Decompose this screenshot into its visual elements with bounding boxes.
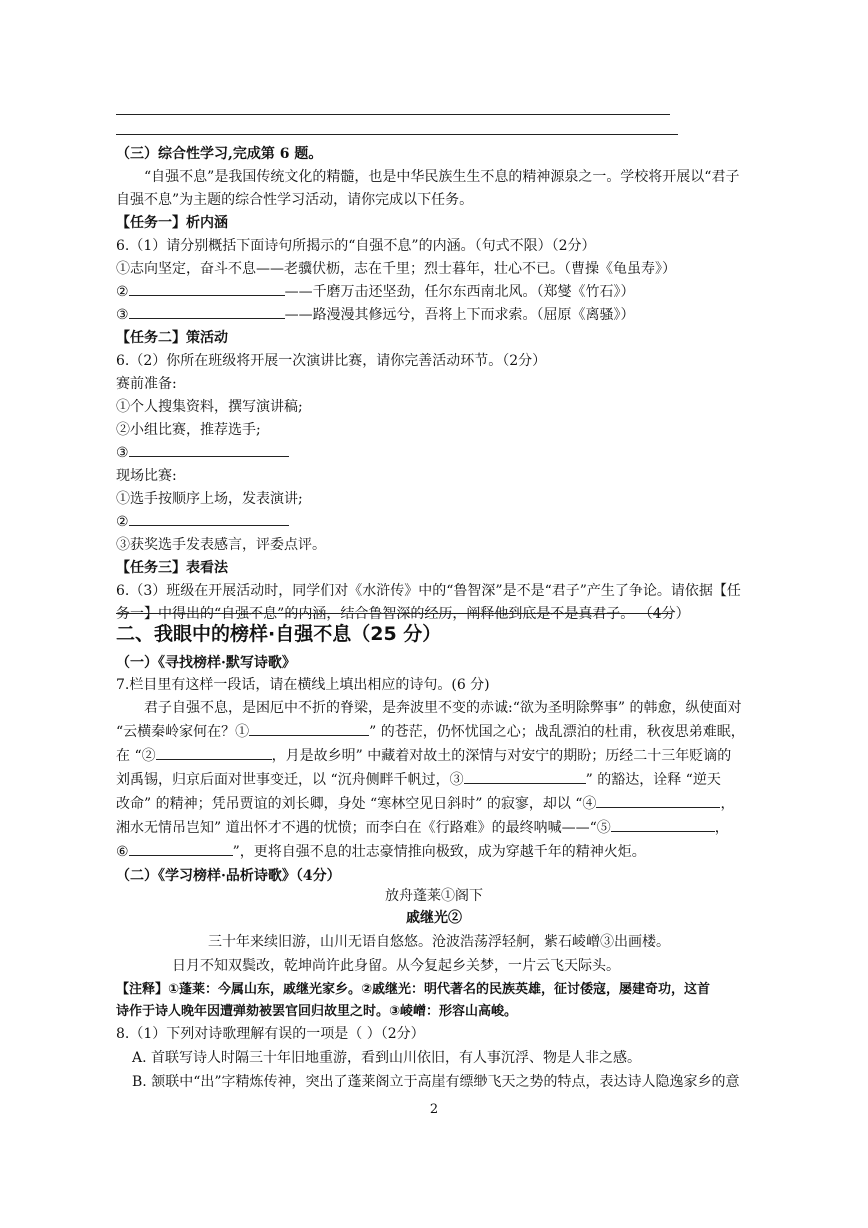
poem-item-2: ② ——千磨万击还坚劲，任尔东西南北风。（郑燮《竹石》） <box>116 280 635 304</box>
page-number: 2 <box>429 1102 439 1117</box>
answer-blank-6[interactable] <box>129 840 233 856</box>
passage-line: 在 “② ，月是故乡明” 中藏着对故土的深情与对安宁的期盼；历经二十三年贬谪的 <box>116 744 731 768</box>
section-3-title: （三）综合性学习,完成第 6 题。 <box>116 146 323 162</box>
question-6-3-cont: 务一】中得出的“自强不息”的内涵，结合鲁智深的经历，阐释他到底是不是真君子。 （4分） <box>116 606 690 622</box>
poem-line-2: 日月不知双鬓改，乾坤尚许此身留。从今复起乡关梦，一片云飞天际头。 <box>172 958 620 974</box>
live-step-1: ①选手按顺序上场，发表演讲; <box>116 491 303 507</box>
answer-blank-2[interactable] <box>156 744 272 760</box>
poem-item-3: ③ ——路漫漫其修远兮，吾将上下而求索。（屈原《离骚》） <box>116 303 635 327</box>
poem-item-1: ①志向坚定，奋斗不息——老骥伏枥，志在千里；烈士暮年，壮心不已。（曹操《龟虽寿》） <box>116 261 676 277</box>
answer-line[interactable] <box>116 114 670 115</box>
annotation-line: 【注释】①蓬莱：今属山东，戚继光家乡。②戚继光：明代著名的民族英雄，征讨倭寇，屡建奇功，这首 <box>116 982 711 997</box>
answer-blank-4[interactable] <box>596 792 720 808</box>
poem-line-1: 三十年来续旧游，山川无语自悠悠。沧波浩荡浮轻舸，紫石崚嶒③出画楼。 <box>208 934 670 950</box>
answer-blank[interactable] <box>129 441 289 457</box>
poem-title: 放舟蓬莱①阁下 <box>385 888 483 904</box>
prep-step-3: ③ <box>116 441 289 465</box>
question-6-1: 6.（1）请分别概括下面诗句所揭示的“自强不息”的内涵。（句式不限）（2分） <box>116 238 596 254</box>
answer-blank[interactable] <box>129 280 285 296</box>
intro-line: 自强不息”为主题的综合性学习活动，请你完成以下任务。 <box>116 192 474 208</box>
passage-line: 君子自强不息，是困厄中不折的脊梁，是奔波里不变的赤诚:“欲为圣明除弊事” 的韩愈，纵使面对 <box>144 700 742 716</box>
option-a[interactable]: A. 首联写诗人时隔三十年旧地重游，看到山川依旧，有人事沉浮、物是人非之感。 <box>132 1050 642 1066</box>
subsection-2-title: （二）《学习榜样·品析诗歌》（4分） <box>116 868 341 884</box>
question-6-3: 6.（3）班级在开展活动时，同学们对《水浒传》中的“鲁智深”是不是“君子”产生了争论。请依据【任 <box>116 583 741 599</box>
passage-line: 改命” 的精神；凭吊贾谊的刘长卿，身处 “寒林空见日斜时” 的寂寥，却以 “④ ， <box>116 792 734 816</box>
live-step-2: ② <box>116 510 289 534</box>
question-6-2: 6.（2）你所在班级将开展一次演讲比赛，请你完善活动环节。（2分） <box>116 353 547 369</box>
question-8-1: 8.（1）下列对诗歌理解有误的一项是（ ）（2分） <box>116 1026 425 1042</box>
answer-blank[interactable] <box>129 303 285 319</box>
passage-line: 刘禹锡，归京后面对世事变迁，以 “沉舟侧畔千帆过，③ ” 的豁达，诠释 “逆天 <box>116 768 721 792</box>
task3-heading: 【任务三】表看法 <box>116 560 228 576</box>
intro-line: “自强不息”是我国传统文化的精髓，也是中华民族生生不息的精神源泉之一。学校将开展以“君子 <box>144 169 740 185</box>
passage-line: ⑥ ”，更将自强不息的壮志豪情推向极致，成为穿越千年的精神火炬。 <box>116 840 646 864</box>
task1-heading: 【任务一】析内涵 <box>116 215 228 231</box>
passage-line: “云横秦岭家何在？① ” 的苍茫，仍怀忧国之心；战乱漂泊的杜甫，秋夜思弟难眠， <box>116 720 745 744</box>
subsection-1-title: （一）《寻找榜样·默写诗歌》 <box>116 655 296 671</box>
answer-line[interactable] <box>116 613 672 614</box>
answer-blank-5[interactable] <box>611 816 715 832</box>
answer-blank-1[interactable] <box>249 720 369 736</box>
live-label: 现场比赛: <box>116 468 177 484</box>
task2-heading: 【任务二】策活动 <box>116 330 228 346</box>
passage-line: 湘水无情吊岂知” 道出怀才不遇的忧愤；而李白在《行路难》的最终呐喊——“⑤ ， <box>116 816 729 840</box>
question-7: 7.栏目里有这样一段话，请在横线上填出相应的诗句。(6 分) <box>116 677 490 693</box>
live-step-3: ③获奖选手发表感言，评委点评。 <box>116 537 326 553</box>
answer-blank[interactable] <box>129 510 289 526</box>
poem-author: 戚继光② <box>406 910 462 926</box>
answer-blank-3[interactable] <box>464 768 586 784</box>
prep-step-2: ②小组比赛，推荐选手; <box>116 422 261 438</box>
prep-step-1: ①个人搜集资料，撰写演讲稿; <box>116 399 303 415</box>
option-b[interactable]: B. 颔联中“出”字精炼传神，突出了蓬莱阁立于高崖有缥缈飞天之势的特点，表达诗人隐逸家乡的意 <box>132 1074 740 1090</box>
prep-label: 赛前准备: <box>116 376 177 392</box>
part-2-title: 二、我眼中的榜样·自强不息（25 分） <box>116 623 442 645</box>
annotation-line: 诗作于诗人晚年因遭弹劾被罢官回归故里之时。③崚嶒：形容山高峻。 <box>116 1004 518 1019</box>
answer-line[interactable] <box>116 134 678 135</box>
